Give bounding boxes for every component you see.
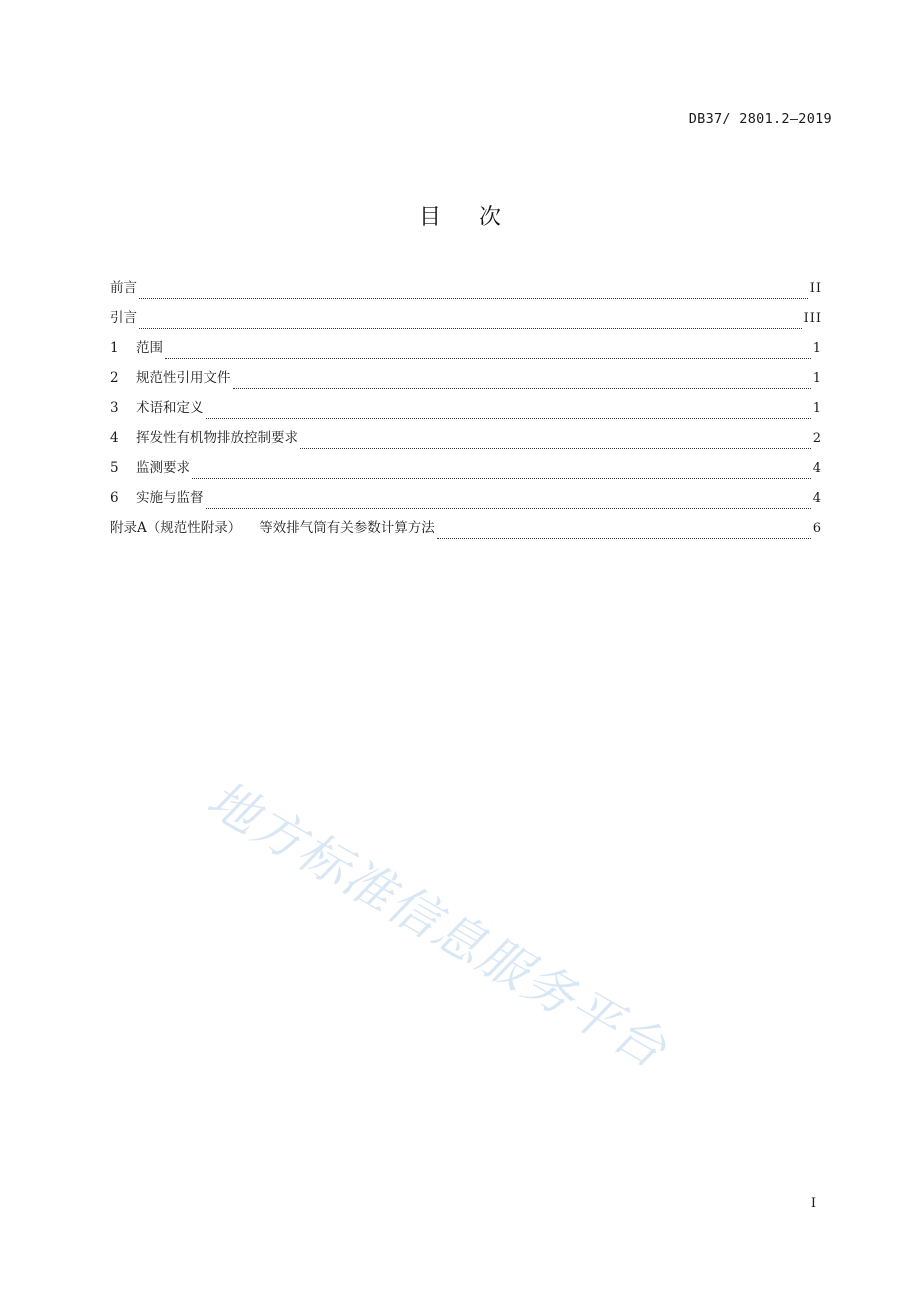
toc-entry-normative-references[interactable] xyxy=(110,368,822,398)
toc-leader-dots xyxy=(139,327,802,329)
table-of-contents xyxy=(110,278,822,548)
toc-entry-terms-definitions[interactable] xyxy=(110,398,822,428)
toc-leader-dots xyxy=(233,387,811,389)
toc-entry-number: 6 xyxy=(110,490,119,506)
toc-entry-label: 挥发性有机物排放控制要求 xyxy=(136,430,298,446)
toc-page-number: II xyxy=(809,281,822,296)
toc-page-number: 1 xyxy=(812,401,822,416)
toc-leader-dots xyxy=(206,417,811,419)
toc-entry-label: 监测要求 xyxy=(136,460,190,476)
toc-page-number: 1 xyxy=(812,341,822,356)
toc-page-number: 4 xyxy=(812,491,822,506)
toc-page-number: 4 xyxy=(812,461,822,476)
page-title: 目次 xyxy=(418,205,539,230)
toc-entry-label: 引言 xyxy=(110,310,137,326)
toc-leader-dots xyxy=(300,447,811,449)
toc-page-number: 1 xyxy=(812,371,822,386)
toc-entry-label: 前言 xyxy=(110,280,137,296)
toc-entry-monitoring[interactable] xyxy=(110,458,822,488)
footer-page-number: I xyxy=(810,1196,816,1211)
toc-entry-appendix-a[interactable] xyxy=(110,518,822,548)
toc-entry-number: 5 xyxy=(110,460,119,476)
toc-entry-label: 术语和定义 xyxy=(136,400,204,416)
toc-entry-number: 2 xyxy=(110,370,119,386)
toc-entry-label: 实施与监督 xyxy=(136,490,204,506)
toc-leader-dots xyxy=(437,537,811,539)
toc-page-number: 2 xyxy=(812,431,822,446)
toc-leader-dots xyxy=(192,477,811,479)
toc-entry-foreword[interactable] xyxy=(110,278,822,308)
toc-leader-dots xyxy=(165,357,811,359)
toc-page-number: 6 xyxy=(812,521,822,536)
toc-entry-number: 1 xyxy=(110,340,119,356)
toc-page-number: III xyxy=(803,311,822,326)
toc-entry-emission-control[interactable] xyxy=(110,428,822,458)
toc-entry-number: 3 xyxy=(110,400,119,416)
toc-entry-label: 规范性引用文件 xyxy=(136,370,231,386)
toc-entry-introduction[interactable] xyxy=(110,308,822,338)
toc-leader-dots xyxy=(206,507,811,509)
watermark: 地方标准信息服务平台 xyxy=(197,769,677,1080)
toc-entry-implementation[interactable] xyxy=(110,488,822,518)
toc-entry-scope[interactable] xyxy=(110,338,822,368)
toc-entry-label: 范围 xyxy=(136,340,163,356)
document-code: DB37/ 2801.2—2019 xyxy=(688,111,832,127)
toc-entry-number: 4 xyxy=(110,430,119,446)
toc-leader-dots xyxy=(139,297,808,299)
toc-appendix-label: 附录A（规范性附录） xyxy=(110,520,242,536)
toc-entry-label: 等效排气筒有关参数计算方法 xyxy=(259,520,435,536)
